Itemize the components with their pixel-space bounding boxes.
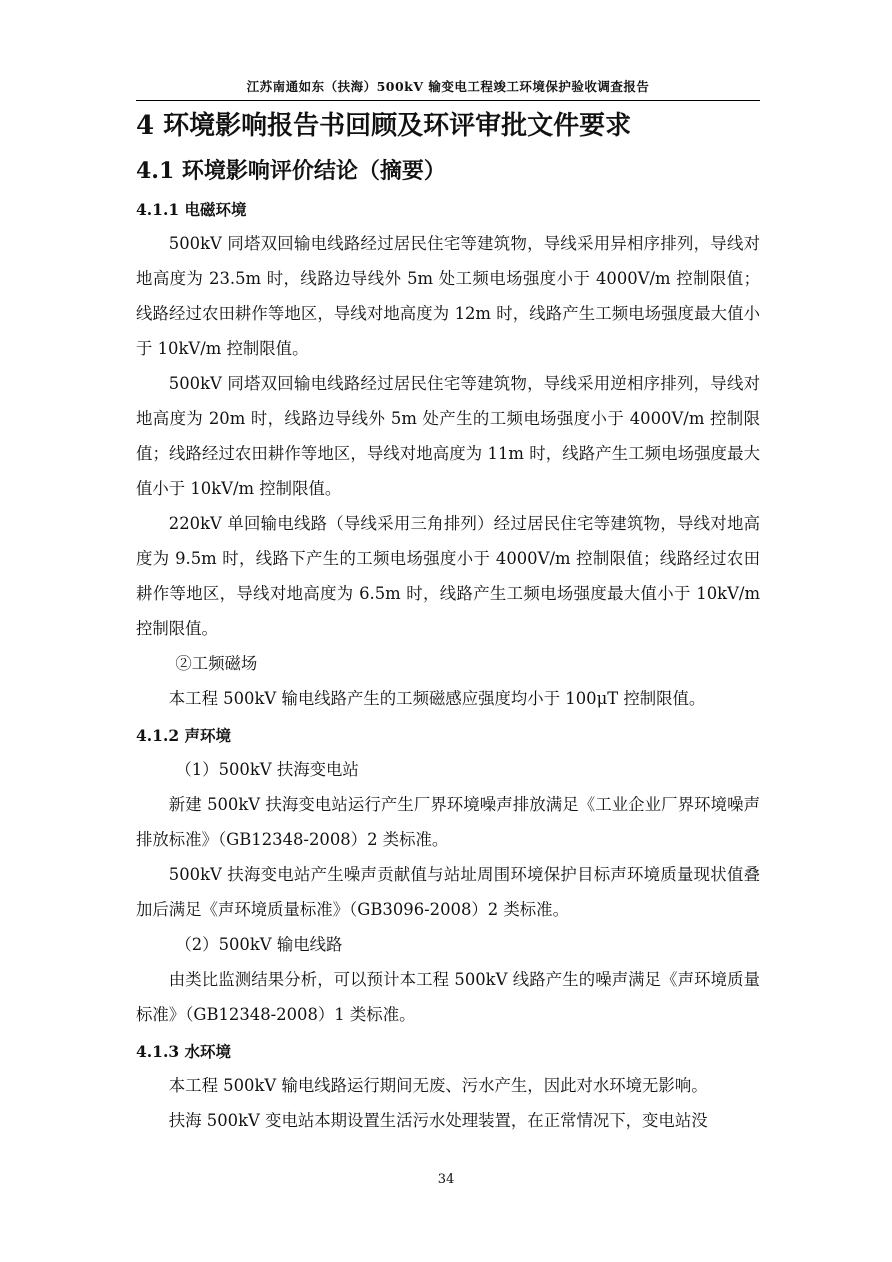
paragraph: 由类比监测结果分析，可以预计本工程 500kV 线路产生的噪声满足《声环境质量标准》（GB12348-2008）1 类标准。 — [136, 970, 760, 1024]
running-header: 江苏南通如东（扶海）500kV 输变电工程竣工环境保护验收调查报告 — [136, 74, 760, 101]
subsection-heading-electromagnetic: 4.1.1 电磁环境 — [136, 200, 247, 219]
paragraph: 扶海 500kV 变电站本期设置生活污水处理装置，在正常情况下，变电站没 — [168, 1111, 708, 1130]
paragraph: 本工程 500kV 输电线路运行期间无废、污水产生，因此对水环境无影响。 — [168, 1076, 708, 1095]
subsection-heading-acoustic: 4.1.2 声环境 — [136, 726, 232, 745]
page-content — [136, 106, 760, 1138]
paragraph: 本工程 500kV 输电线路产生的工频磁感应强度均小于 100μT 控制限值。 — [168, 689, 706, 708]
paragraph: 220kV 单回输电线路（导线采用三角排列）经过居民住宅等建筑物，导线对地高度为 9.5m 时，线路下产生的工频电场强度小于 4000V/m 控制限值；线路经过农田耕作等地区，导线对地高度为 6.5m 时，线路产生工频电场强度最大值小于 10kV/m 控制限值。 — [136, 514, 760, 638]
chapter-heading: 4 环境影响报告书回顾及环评审批文件要求 — [136, 111, 632, 141]
paragraph: 500kV 扶海变电站产生噪声贡献值与站址周围环境保护目标声环境质量现状值叠加后满足《声环境质量标准》（GB3096-2008）2 类标准。 — [136, 865, 760, 919]
page-number: 34 — [437, 1172, 455, 1187]
subsection-heading-water: 4.1.3 水环境 — [136, 1042, 232, 1061]
section-heading: 4.1 环境影响评价结论（摘要） — [136, 158, 446, 184]
item-heading: ②工频磁场 — [175, 654, 258, 673]
item-heading: （1）500kV 扶海变电站 — [175, 760, 359, 779]
item-heading: （2）500kV 输电线路 — [175, 935, 343, 954]
paragraph: 500kV 同塔双回输电线路经过居民住宅等建筑物，导线采用逆相序排列，导线对地高度为 20m 时，线路边导线外 5m 处产生的工频电场强度小于 4000V/m 控制限值；线路经过农田耕作等地区，导线对地高度为 11m 时，线路产生工频电场强度最大值小于 10kV/m 控制限值。 — [136, 374, 760, 498]
paragraph: 500kV 同塔双回输电线路经过居民住宅等建筑物，导线采用异相序排列，导线对地高度为 23.5m 时，线路边导线外 5m 处工频电场强度小于 4000V/m 控制限值；线路经过农田耕作等地区，导线对地高度为 12m 时，线路产生工频电场强度最大值小于 10kV/m 控制限值。 — [136, 234, 760, 358]
paragraph: 新建 500kV 扶海变电站运行产生厂界环境噪声排放满足《工业企业厂界环境噪声排放标准》（GB12348-2008）2 类标准。 — [136, 795, 760, 849]
